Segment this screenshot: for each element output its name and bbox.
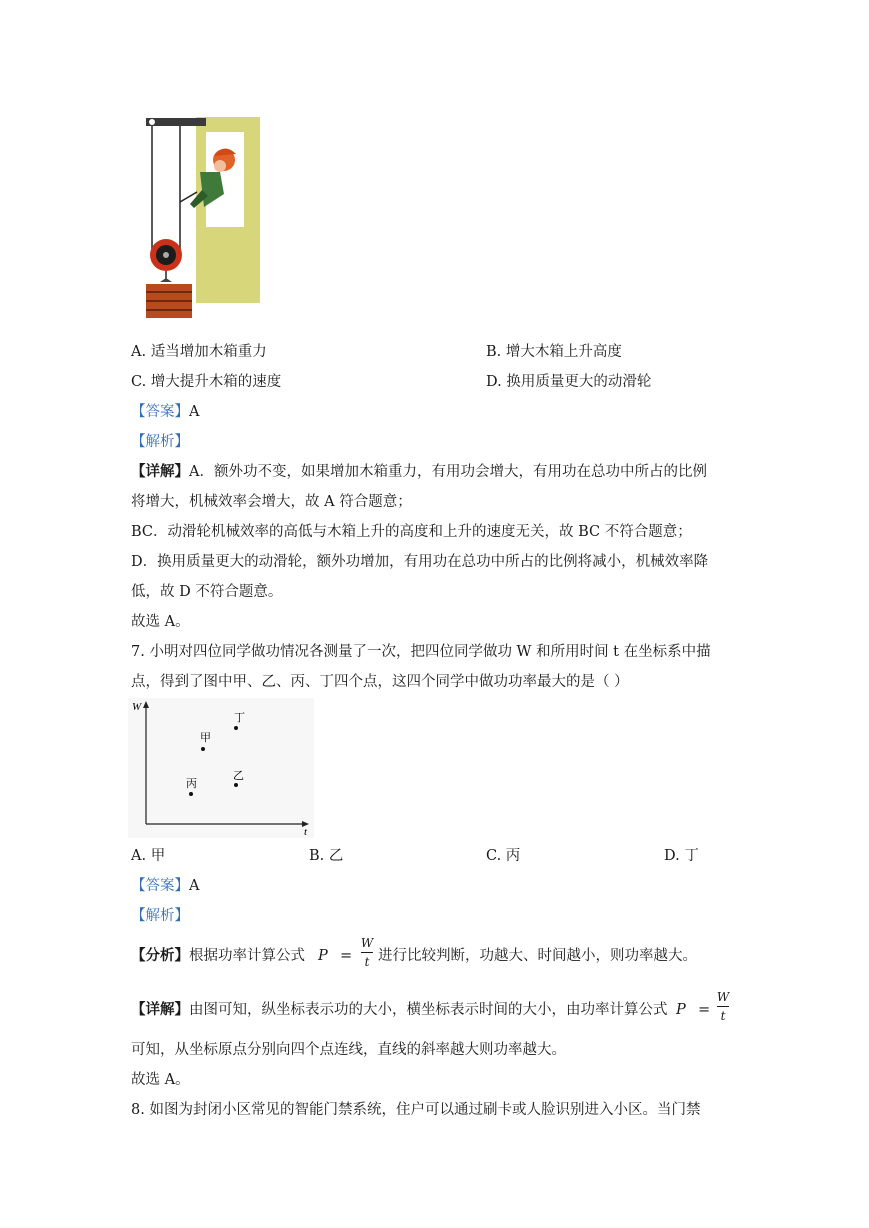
q7-wt-graph xyxy=(128,698,314,838)
answer-label: 【答案】 xyxy=(131,404,189,420)
q6-detail-line2: 将增大，机械效率会增大，故 A 符合题意； xyxy=(131,494,412,510)
q7-option-d: D. 丁 xyxy=(664,848,699,864)
q7-conclusion: 故选 A。 xyxy=(131,1072,190,1088)
formula-p-2: P xyxy=(676,1002,686,1018)
q7-answer xyxy=(131,876,199,896)
formula-p: P xyxy=(318,948,328,964)
q6-option-a: A. 适当增加木箱重力 xyxy=(131,344,267,360)
answer-label: 【答案】 xyxy=(131,878,189,894)
point-bing xyxy=(189,792,193,796)
pulley-wheel xyxy=(150,239,182,282)
crate xyxy=(146,284,192,318)
q6-detail-line5: 低，故 D 不符合题意。 xyxy=(131,584,283,600)
q7-stem-line2: 点，得到了图中甲、乙、丙、丁四个点，这四个同学中做功功率最大的是（ ） xyxy=(131,674,629,690)
q6-option-b: B. 增大木箱上升高度 xyxy=(486,344,622,360)
q7-option-b: B. 乙 xyxy=(309,848,344,864)
point-jia-label: 甲 xyxy=(200,731,211,744)
q6-option-d: D. 换用质量更大的动滑轮 xyxy=(486,374,652,390)
q6-detail-line1: 【详解】A．额外功不变，如果增加木箱重力，有用功会增大，有用功在总功中所占的比例 xyxy=(131,463,707,480)
q6-detail-line4: D．换用质量更大的动滑轮，额外功增加，有用功在总功中所占的比例将减小，机械效率降 xyxy=(131,554,709,570)
q8-stem-line1: 8. 如图为封闭小区常见的智能门禁系统，住户可以通过刷卡或人脸识别进入小区。当门禁 xyxy=(131,1102,701,1118)
power-formula-fraction-2: W t xyxy=(716,990,730,1023)
answer-value: A xyxy=(189,878,200,894)
q7-fenxi: 【分析】根据功率计算公式 xyxy=(131,947,305,964)
q6-analysis-label: 【解析】 xyxy=(131,434,189,450)
formula-equals-2: = xyxy=(698,1002,711,1018)
formula-equals: = xyxy=(340,948,353,964)
fenxi-label: 【分析】 xyxy=(131,947,189,964)
q7-fenxi-rest: 进行比较判断，功越大、时间越小，则功率越大。 xyxy=(378,948,697,964)
q7-option-a: A. 甲 xyxy=(131,848,166,864)
detail-label: 【详解】 xyxy=(131,463,189,480)
q7-analysis-label: 【解析】 xyxy=(131,908,189,924)
x-axis-label: t xyxy=(304,826,308,838)
q6-option-c: C. 增大提升木箱的速度 xyxy=(131,374,282,390)
detail-label: 【详解】 xyxy=(131,1001,189,1018)
point-jia xyxy=(201,747,205,751)
q7-detail-line2: 可知，从坐标原点分别向四个点连线，直线的斜率越大则功率越大。 xyxy=(131,1042,566,1058)
q7-detail: 【详解】由图可知，纵坐标表示功的大小，横坐标表示时间的大小，由功率计算公式 xyxy=(131,1001,668,1018)
q7-option-c: C. 丙 xyxy=(486,848,521,864)
y-axis-label: W xyxy=(132,701,142,713)
point-ding xyxy=(234,726,238,730)
point-yi-label: 乙 xyxy=(233,769,244,782)
q7-stem-line1: 7. 小明对四位同学做功情况各测量了一次，把四位同学做功 W 和所用时间 t 在坐标系中描 xyxy=(131,644,711,660)
power-formula-fraction: W t xyxy=(360,936,374,969)
point-bing-label: 丙 xyxy=(186,777,197,790)
point-ding-label: 丁 xyxy=(234,711,245,724)
q6-detail-line3: BC．动滑轮机械效率的高低与木箱上升的高度和上升的速度无关，故 BC 不符合题意； xyxy=(131,524,692,540)
q6-conclusion: 故选 A。 xyxy=(131,614,190,630)
q6-answer xyxy=(131,402,199,422)
point-yi xyxy=(234,783,238,787)
answer-value: A xyxy=(189,404,200,420)
pulley-illustration xyxy=(142,112,264,324)
